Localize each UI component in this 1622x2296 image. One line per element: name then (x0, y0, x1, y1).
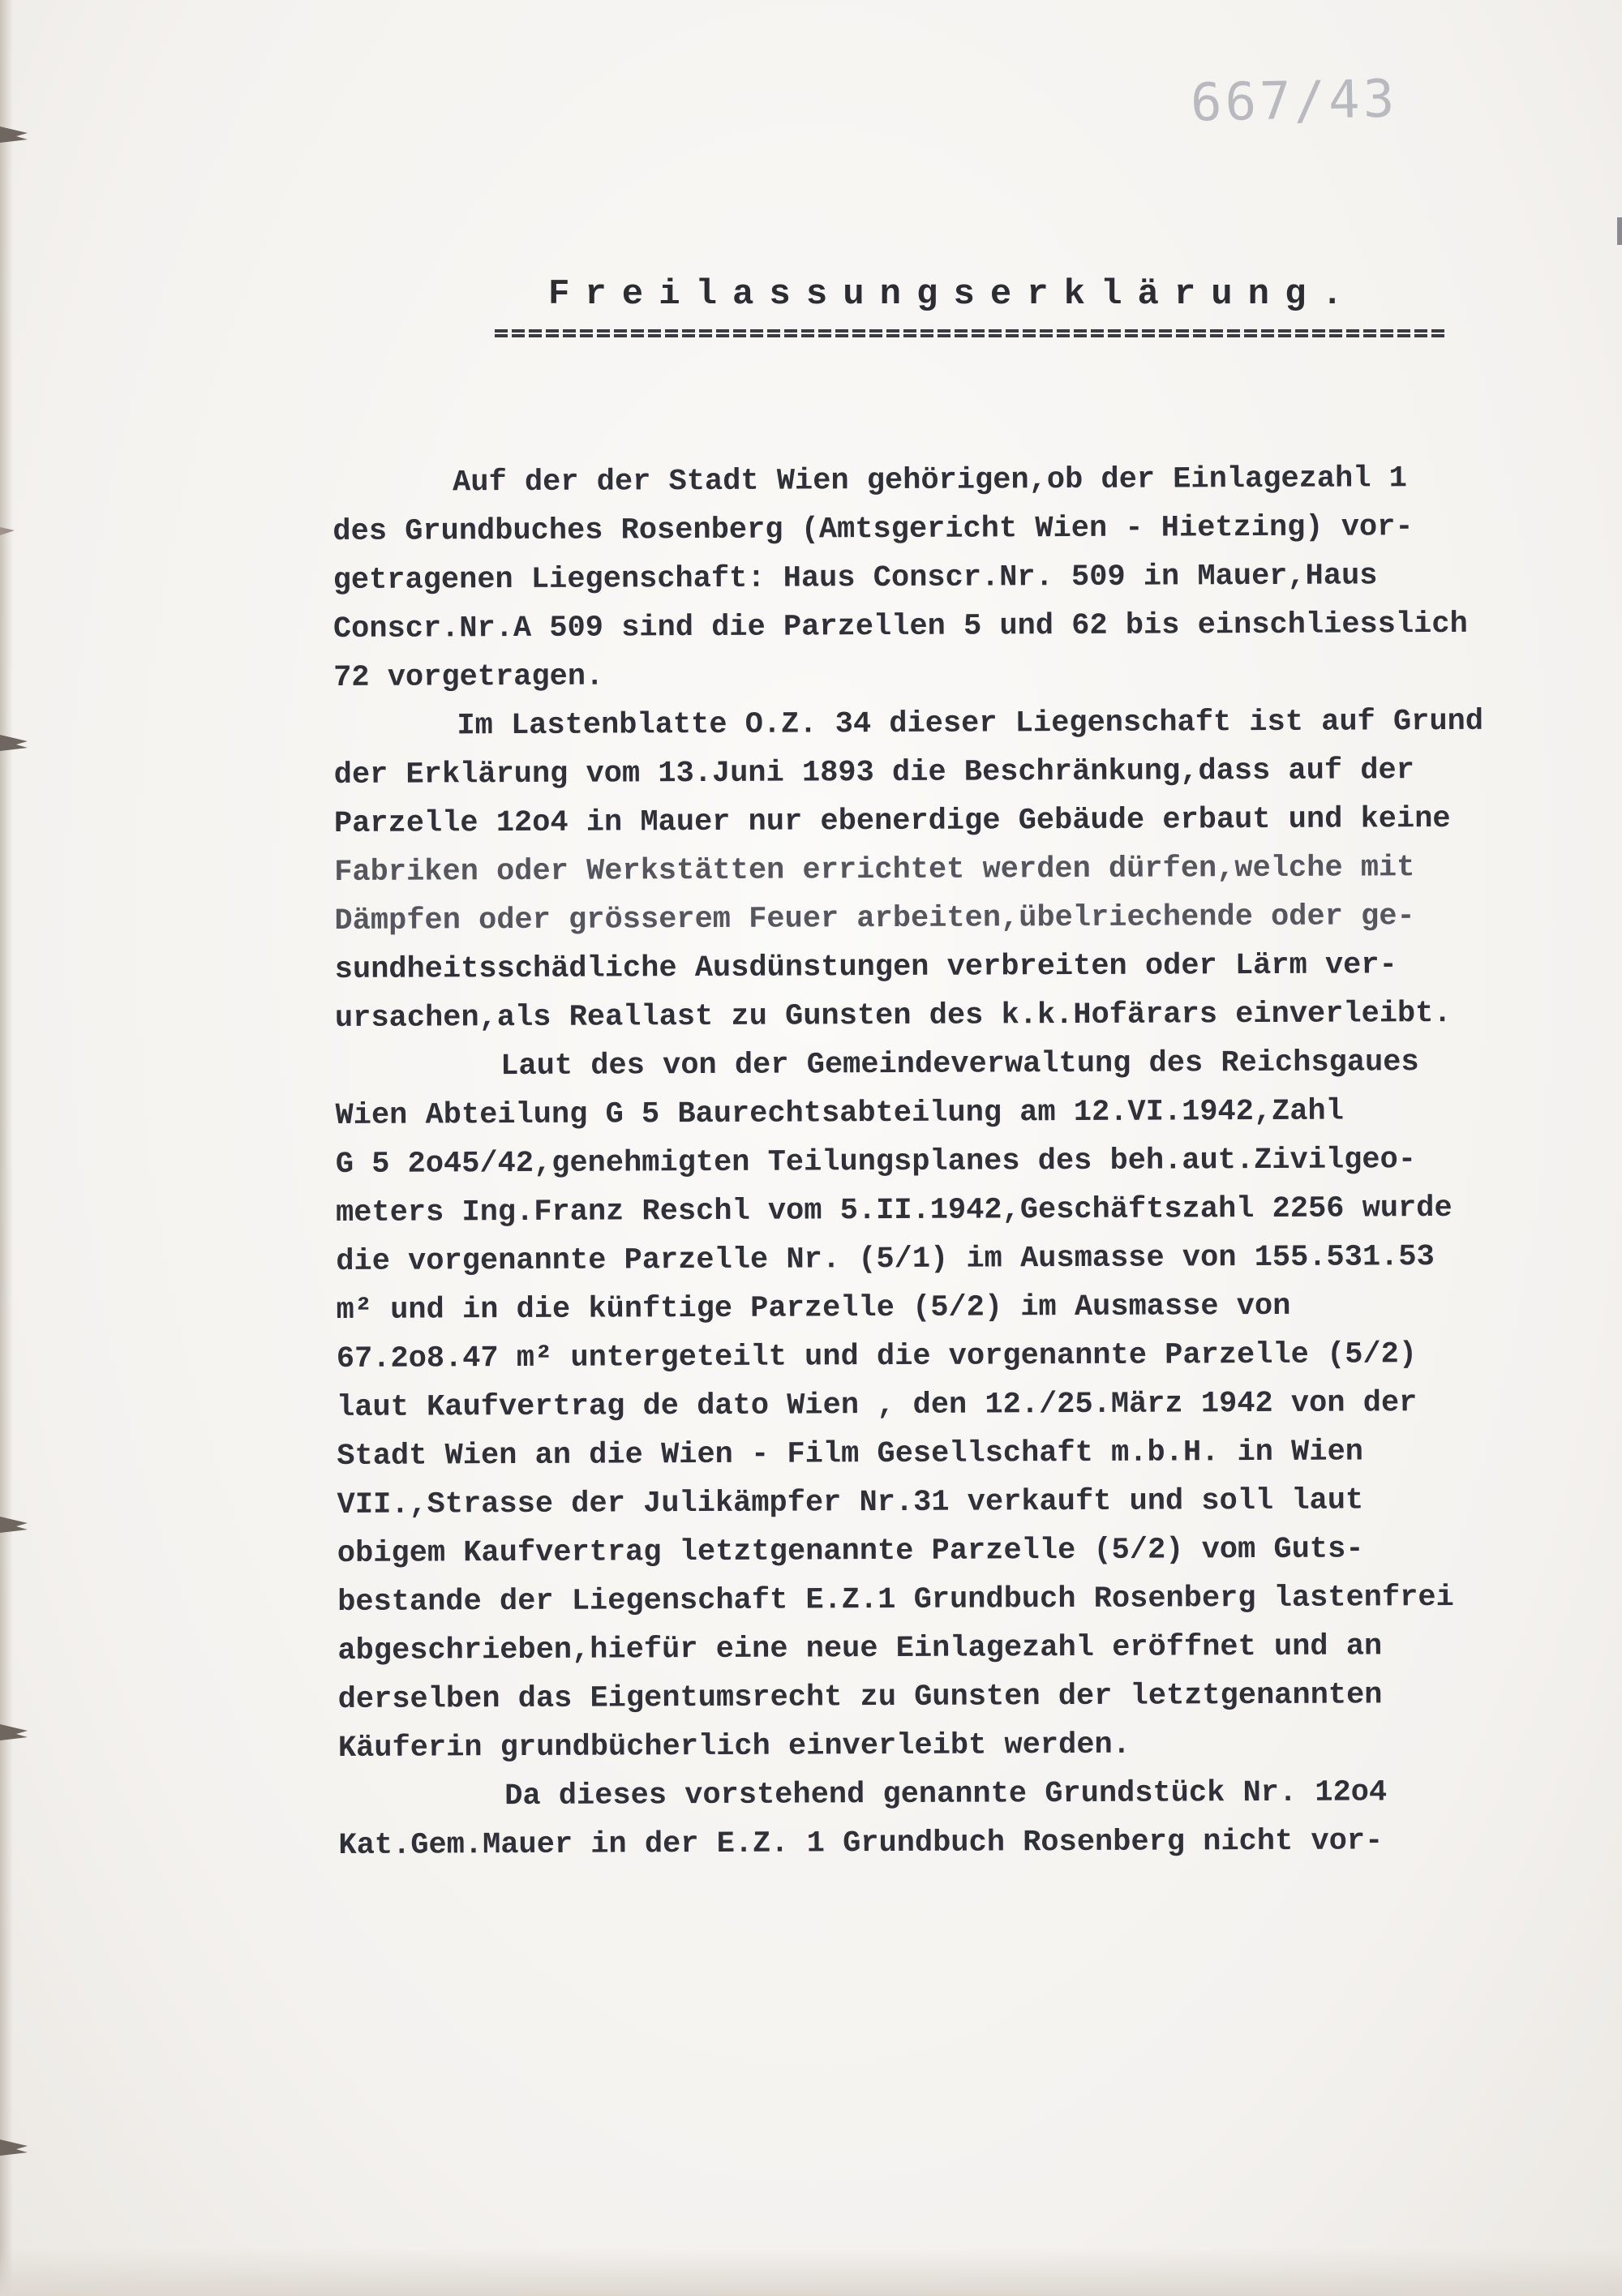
text-line: laut Kaufvertrag de dato Wien , den 12./25.März 1942 von der (337, 1386, 1418, 1425)
staple-mark-icon (0, 122, 31, 146)
staple-mark-icon (0, 1719, 31, 1744)
text-line: Parzelle 12o4 in Mauer nur ebenerdige Gebäude erbaut und keine (333, 801, 1451, 841)
text-line: obigem Kaufvertrag letztgenannte Parzelle (5/2) vom Guts- (337, 1532, 1364, 1571)
text-line: Conscr.Nr.A 509 sind die Parzellen 5 und 62 bis einschliesslich (333, 607, 1468, 646)
page-title: Freilassungserklärung. (548, 274, 1358, 315)
staple-mark-icon (0, 1512, 31, 1536)
scan-left-edge (0, 0, 13, 2296)
text-line: Da dieses vorstehend genannte Grundstück Nr. 12o4 (504, 1775, 1388, 1814)
text-line: Stadt Wien an die Wien - Film Gesellschaft m.b.H. in Wien (337, 1435, 1364, 1474)
text-line: bestande der Liegenschaft E.Z.1 Grundbuch Rosenberg lastenfrei (337, 1580, 1454, 1620)
staple-mark-icon (0, 730, 31, 754)
staple-mark-icon (0, 519, 31, 543)
staple-mark-icon (0, 2135, 31, 2159)
text-line: Dämpfen oder grösserem Feuer arbeiten,übelriechende oder ge- (334, 899, 1415, 938)
text-line: der Erklärung vom 13.Juni 1893 die Beschränkung,dass auf der (333, 753, 1414, 792)
title-underline (495, 329, 1445, 337)
text-line: 67.2o8.47 m² untergeteilt und die vorgenannte Parzelle (5/2) (336, 1337, 1418, 1376)
text-line: 72 vorgetragen. (333, 659, 604, 695)
text-line: derselben das Eigentumsrecht zu Gunsten der letztgenannten (337, 1678, 1383, 1717)
text-line: Im Lastenblatte O.Z. 34 dieser Liegenschaft ist auf Grund (457, 704, 1484, 744)
text-line: die vorgenannte Parzelle Nr. (5/1) im Ausmasse von 155.531.53 (336, 1240, 1435, 1279)
text-line: sundheitsschädliche Ausdünstungen verbreiten oder Lärm ver- (334, 948, 1397, 987)
text-line: getragenen Liegenschaft: Haus Conscr.Nr. 509 in Mauer,Haus (333, 559, 1378, 598)
text-line: VII.,Strasse der Julikämpfer Nr.31 verkauft und soll laut (337, 1483, 1364, 1522)
text-line: ursachen,als Reallast zu Gunsten des k.k.Hofärars einverleibt. (334, 996, 1452, 1036)
text-line: Wien Abteilung G 5 Baurechtsabteilung am 12.VI.1942,Zahl (335, 1094, 1345, 1133)
text-line: Käuferin grundbücherlich einverleibt werden. (337, 1727, 1131, 1766)
text-line: m² und in die künftige Parzelle (5/2) im Ausmasse von (336, 1289, 1291, 1328)
scan-mark (1617, 217, 1622, 245)
text-line: Laut des von der Gemeindeverwaltung des Reichsgaues (500, 1045, 1419, 1084)
text-line: Kat.Gem.Mauer in der E.Z. 1 Grundbuch Rosenberg nicht vor- (338, 1824, 1384, 1863)
document-number: 667/43 (1190, 69, 1398, 134)
text-line: abgeschrieben,hiefür eine neue Einlagezahl eröffnet und an (337, 1629, 1383, 1668)
text-line: Auf der der Stadt Wien gehörigen,ob der Einlagezahl 1 (453, 461, 1408, 500)
text-line: G 5 2o45/42,genehmigten Teilungsplanes des beh.aut.Zivilgeo- (335, 1143, 1417, 1182)
text-line: Fabriken oder Werkstätten errichtet werden dürfen,welche mit (334, 851, 1415, 890)
text-line: des Grundbuches Rosenberg (Amtsgericht Wien - Hietzing) vor- (333, 510, 1414, 549)
text-line: meters Ing.Franz Reschl vom 5.II.1942,Geschäftszahl 2256 wurde (335, 1191, 1453, 1230)
body-text (333, 453, 1622, 1870)
scan-bottom-edge (0, 2247, 1622, 2296)
